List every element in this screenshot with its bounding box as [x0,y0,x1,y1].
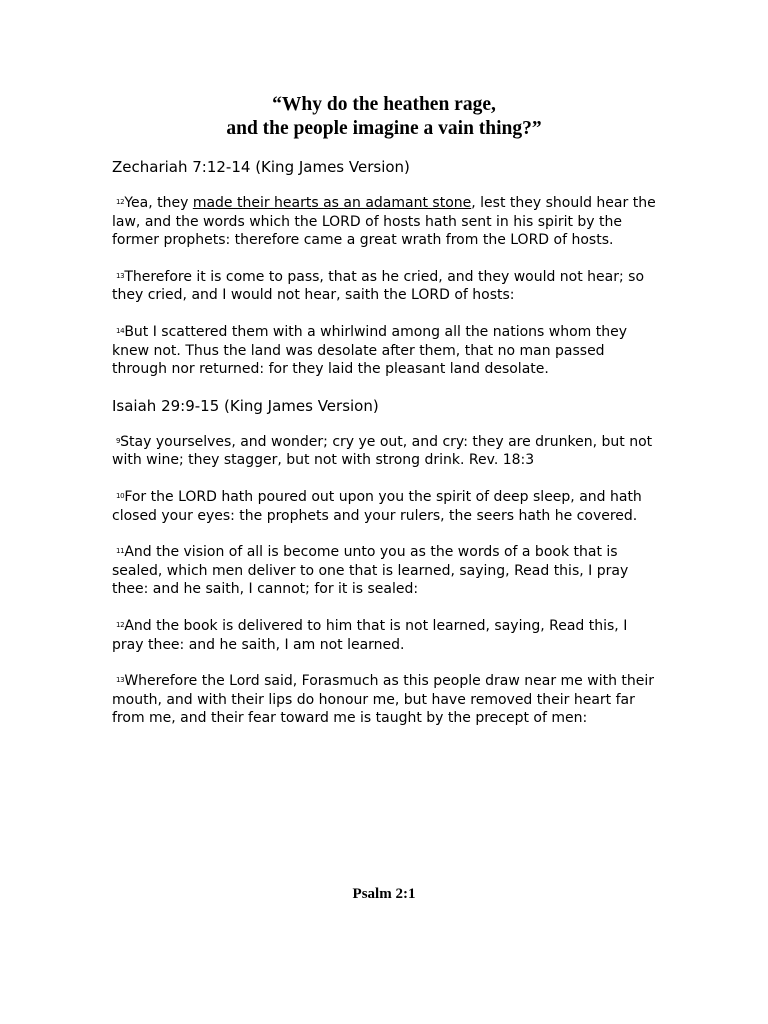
verse-text: And the vision of all is become unto you as the words of a book that is sealed, which men deliver to one that is learned, saying, Read this, I pray thee: and he saith, I cannot; for it is sealed: [112,544,629,598]
verse-number: 13 [116,271,125,280]
verse-number: 14 [116,326,125,335]
verse-isaiah-11 [112,542,660,599]
scripture-content [112,157,660,745]
verse-isaiah-13 [112,671,660,728]
verse-text: Therefore it is come to pass, that as he cried, and they would not hear; so they cried, and I would not hear, saith the LORD of hosts: [112,268,645,304]
verse-text-before: Yea, they [124,195,193,211]
verse-text: For the LORD hath poured out upon you the spirit of deep sleep, and hath closed your eyes: the prophets and your rulers, the seers hath he covered. [112,488,642,524]
section-heading-zechariah: Zechariah 7:12-14 (King James Version) [112,158,410,176]
verse-isaiah-9 [112,432,660,470]
verse-zechariah-12 [112,193,660,250]
verse-text-after: , lest they should hear the law, and the words which the LORD of hosts hath sent in his spirit by the former prophets: therefore came a great wrath from the LORD of hosts. [112,195,656,249]
verse-zechariah-13 [112,267,660,305]
title-line-2: and the people imagine a vain thing?” [226,118,542,139]
verse-text: And the book is delivered to him that is not learned, saying, Read this, I pray thee: and he saith, I am not learned. [112,617,628,653]
verse-text: Wherefore the Lord said, Forasmuch as this people draw near me with their mouth, and with their lips do honour me, but have removed their heart far from me, and their fear toward me is taught by the precept of men: [112,673,655,727]
footer-reference: Psalm 2:1 [352,886,416,902]
verse-number: 11 [116,547,125,556]
verse-number: 13 [116,676,125,685]
verse-number: 12 [116,198,125,206]
verse-number: 9 [116,436,121,445]
verse-text: But I scattered them with a whirlwind among all the nations whom they knew not. Thus the land was desolate after them, that no man passed through nor returned: for they laid the pleasant land desolate. [112,323,627,378]
verse-text-underlined: made their hearts as an adamant stone [192,195,472,211]
page-title [0,93,768,141]
verse-zechariah-14 [112,322,660,379]
verse-isaiah-12 [112,616,660,654]
verse-number: 12 [116,620,125,629]
verse-text: Stay yourselves, and wonder; cry ye out, and cry: they are drunken, but not with wine; they stagger, but not with strong drink. Rev. 18:3 [112,433,653,469]
section-heading-isaiah: Isaiah 29:9-15 (King James Version) [112,396,379,415]
verse-number: 10 [116,491,125,500]
verse-isaiah-10 [112,487,660,525]
title-line-1: “Why do the heathen rage, [272,94,496,115]
